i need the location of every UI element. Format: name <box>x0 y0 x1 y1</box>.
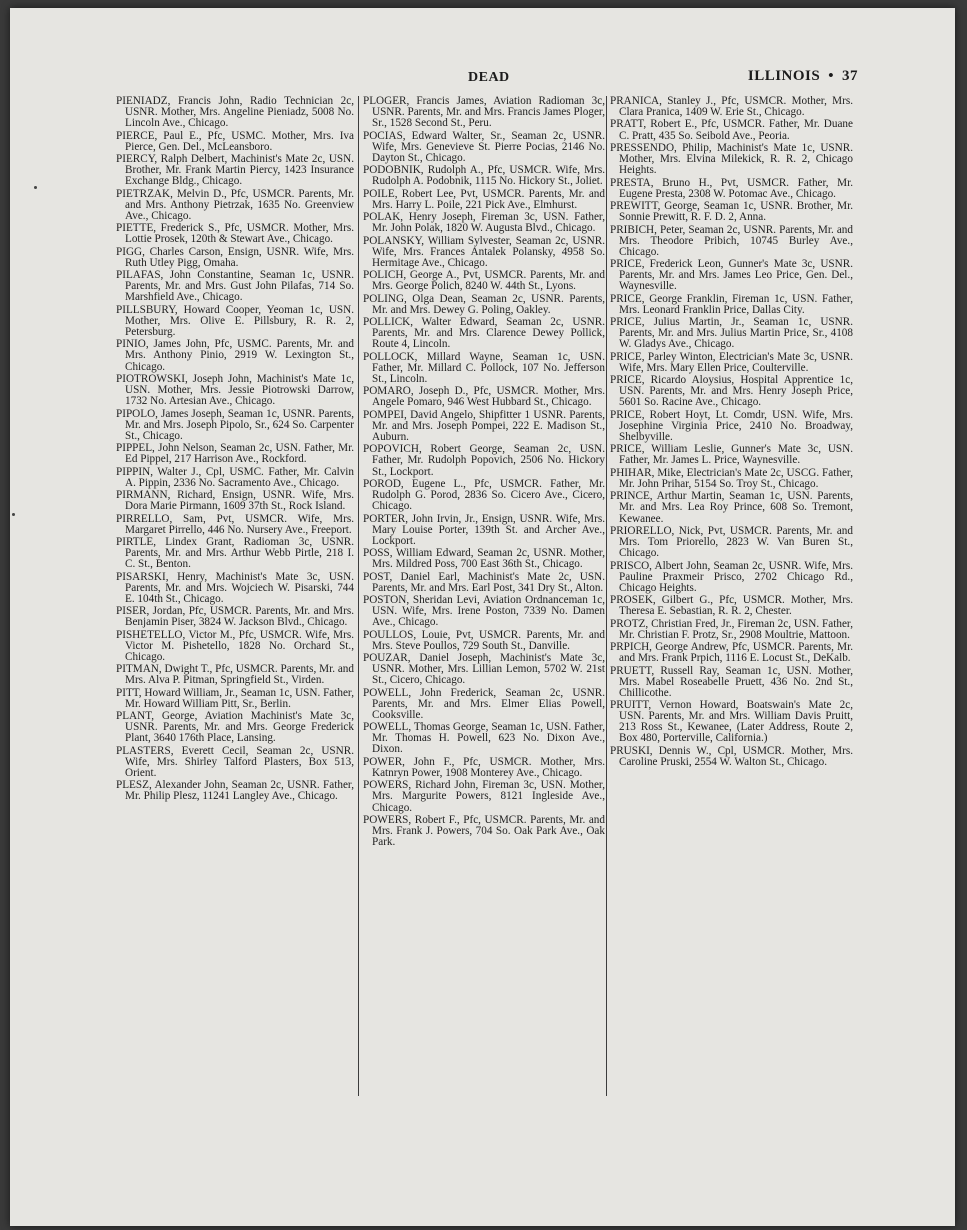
casualty-entry: POLLICK, Walter Edward, Seaman 2c, USNR. Parents, Mr. and Mrs. Clarence Dewey Pollick, Route 4, Lincoln. <box>363 316 605 351</box>
casualty-entry: PIPPIN, Walter J., Cpl, USMC. Father, Mr. Calvin A. Pippin, 2336 No. Sacramento Ave., Chicago. <box>116 465 354 489</box>
casualty-entry: PILAFAS, John Constantine, Seaman 1c, USNR. Parents, Mr. and Mrs. Gust John Pilafas, 714 So. Marshfield Ave., Chicago. <box>116 269 354 304</box>
casualty-entry: PINIO, James John, Pfc, USMC. Parents, Mr. and Mrs. Anthony Pinio, 2919 W. Lexington St., Chicago. <box>116 338 354 373</box>
page-heading: DEAD <box>468 70 510 85</box>
casualty-entry: PRISCO, Albert John, Seaman 2c, USNR. Wife, Mrs. Pauline Praxmeir Prisco, 2702 Chicago Rd., Chicago Heights. <box>610 559 853 594</box>
column-divider <box>606 96 607 1096</box>
casualty-entry: PIERCE, Paul E., Pfc, USMC. Mother, Mrs. Iva Pierce, Gen. Del., McLeansboro. <box>116 129 354 153</box>
casualty-entry: PRUETT, Russell Ray, Seaman 1c, USN. Mother, Mrs. Mabel Roseabelle Pruett, 436 No. 2nd St., Chillicothe. <box>610 664 853 699</box>
casualty-entry: PIETRZAK, Melvin D., Pfc, USMCR. Parents, Mr. and Mrs. Anthony Pietrzak, 1635 No. Greenview Ave., Chicago. <box>116 187 354 222</box>
casualty-entry: PRIORELLO, Nick, Pvt, USMCR. Parents, Mr. and Mrs. Tom Priorello, 2823 W. Van Buren St., Chicago. <box>610 524 853 560</box>
casualty-entry: PITT, Howard William, Jr., Seaman 1c, USN. Father, Mr. Howard William Pitt, Sr., Berlin. <box>116 686 354 710</box>
casualty-entry: PORTER, John Irvin, Jr., Ensign, USNR. Wife, Mrs. Mary Louise Porter, 139th St. and Archer Ave., Lockport. <box>363 512 605 547</box>
casualty-entry: PRIBICH, Peter, Seaman 2c, USNR. Parents, Mr. and Mrs. Theodore Pribich, 10745 Burley Ave., Chicago. <box>610 223 853 258</box>
casualty-entry: PRICE, Ricardo Aloysius, Hospital Apprentice 1c, USN. Parents, Mr. and Mrs. Henry Joseph Price, 5601 So. Racine Ave., Chicago. <box>610 374 853 409</box>
casualty-entry: POWERS, Richard John, Fireman 3c, USN. Mother, Mrs. Margurite Powers, 8121 Ingleside Ave., Chicago. <box>363 779 605 814</box>
casualty-entry: PITMAN, Dwight T., Pfc, USMCR. Parents, Mr. and Mrs. Alva P. Pitman, Springfield St., Virden. <box>116 663 354 687</box>
casualty-entry: POWELL, Thomas George, Seaman 1c, USN. Father, Mr. Thomas H. Powell, 623 No. Dixon Ave., Dixon. <box>363 721 605 756</box>
bullet-separator: • <box>828 68 834 84</box>
casualty-entry: PRICE, Parley Winton, Electrician's Mate 3c, USNR. Wife, Mrs. Mary Ellen Price, Coulterville. <box>610 350 853 374</box>
casualty-entry: POWELL, John Frederick, Seaman 2c, USNR. Parents, Mr. and Mrs. Elmer Elias Powell, Cooksville. <box>363 686 605 721</box>
column-divider <box>358 96 359 1096</box>
casualty-entry: PRANICA, Stanley J., Pfc, USMCR. Mother, Mrs. Clara Pranica, 1409 W. Erie St., Chicago. <box>610 95 853 119</box>
casualty-entry: PRUITT, Vernon Howard, Boatswain's Mate 2c, USN. Parents, Mr. and Mrs. William Davis Pruitt, 213 Ross St., Kewanee, (Later Address, Route 2, Box 480, Porterville, California.) <box>610 699 853 745</box>
casualty-entry: POLANSKY, William Sylvester, Seaman 2c, USNR. Wife, Mrs. Frances Antalek Polansky, 4958 So. Hermitage Ave., Chicago. <box>363 234 605 269</box>
column-1 <box>116 96 354 804</box>
casualty-entry: PROTZ, Christian Fred, Jr., Fireman 2c, USN. Father, Mr. Christian F. Protz, Sr., 2908 Moultrie, Mattoon. <box>610 617 853 641</box>
casualty-entry: PRESTA, Bruno H., Pvt, USMCR. Father, Mr. Eugene Presta, 2308 W. Potomac Ave., Chicago. <box>610 176 853 200</box>
casualty-entry: POUZAR, Daniel Joseph, Machinist's Mate 3c, USNR. Mother, Mrs. Lillian Lemon, 5702 W. 21st St., Cicero, Chicago. <box>363 652 605 687</box>
casualty-entry: PIGG, Charles Carson, Ensign, USNR. Wife, Mrs. Ruth Utley Pigg, Omaha. <box>116 245 354 269</box>
casualty-entry: POULLOS, Louie, Pvt, USMCR. Parents, Mr. and Mrs. Steve Poullos, 729 South St., Danville. <box>363 628 605 652</box>
casualty-entry: PISHETELLO, Victor M., Pfc, USMCR. Wife, Mrs. Victor M. Pishetello, 1828 No. Orchard St., Chicago. <box>116 628 354 663</box>
casualty-entry: POWER, John F., Pfc, USMCR. Mother, Mrs. Katnryn Power, 1908 Monterey Ave., Chicago. <box>363 755 605 779</box>
casualty-entry: POLAK, Henry Joseph, Fireman 3c, USN. Father, Mr. John Polak, 1820 W. Augusta Blvd., Chicago. <box>363 211 605 235</box>
casualty-entry: POMPEI, David Angelo, Shipfitter 1 USNR. Parents, Mr. and Mrs. Joseph Pompei, 222 E. Madison St., Auburn. <box>363 408 605 443</box>
state-name: ILLINOIS <box>747 68 821 84</box>
casualty-entry: PLANT, George, Aviation Machinist's Mate 3c, USNR. Parents, Mr. and Mrs. George Frederick Plant, 3640 176th Place, Lansing. <box>116 710 354 745</box>
casualty-entry: POMARO, Joseph D., Pfc, USMCR. Mother, Mrs. Angele Pomaro, 946 West Hubbard St., Chicago. <box>363 385 605 409</box>
casualty-entry: PIPOLO, James Joseph, Seaman 1c, USNR. Parents, Mr. and Mrs. Joseph Pipolo, Sr., 624 So. Carpenter St., Chicago. <box>116 407 354 442</box>
casualty-entry: PIETTE, Frederick S., Pfc, USMCR. Mother, Mrs. Lottie Prosek, 120th & Stewart Ave., Chicago. <box>116 222 354 246</box>
casualty-entry: PIRRELLO, Sam, Pvt, USMCR. Wife, Mrs. Margaret Pirrello, 446 No. Nursery Ave., Freeport. <box>116 512 354 536</box>
scan-speck <box>12 513 15 516</box>
casualty-entry: POLING, Olga Dean, Seaman 2c, USNR. Parents, Mr. and Mrs. Dewey G. Poling, Oakley. <box>363 292 605 316</box>
casualty-entry: POLICH, George A., Pvt, USMCR. Parents, Mr. and Mrs. George Polich, 8240 W. 44th St., Lyons. <box>363 269 605 293</box>
casualty-entry: PRICE, Robert Hoyt, Lt. Comdr, USN. Wife, Mrs. Josephine Virginia Price, 2410 No. Broadway, Shelbyville. <box>610 408 853 443</box>
casualty-entry: PILLSBURY, Howard Cooper, Yeoman 1c, USN. Mother, Mrs. Olive E. Pillsbury, R. R. 2, Petersburg. <box>116 303 354 338</box>
running-header <box>722 68 858 85</box>
casualty-entry: PIERCY, Ralph Delbert, Machinist's Mate 2c, USN. Brother, Mr. Frank Martin Piercy, 1423 Insurance Exchange Bldg., Chicago. <box>116 153 354 188</box>
casualty-entry: PRUSKI, Dennis W., Cpl, USMCR. Mother, Mrs. Caroline Pruski, 2554 W. Walton St., Chicago. <box>610 744 853 768</box>
casualty-entry: POROD, Eugene L., Pfc, USMCR. Father, Mr. Rudolph G. Porod, 2836 So. Cicero Ave., Cicero, Chicago. <box>363 477 605 513</box>
casualty-entry: PRICE, Frederick Leon, Gunner's Mate 3c, USNR. Parents, Mr. and Mrs. James Leo Price, Gen. Del., Waynesville. <box>610 258 853 293</box>
scan-speck <box>34 186 37 189</box>
casualty-entry: PRICE, Julius Martin, Jr., Seaman 1c, USNR. Parents, Mr. and Mrs. Julius Martin Price, Sr., 4108 W. Gladys Ave., Chicago. <box>610 316 853 351</box>
casualty-entry: POPOVICH, Robert George, Seaman 2c, USN. Father, Mr. Rudolph Popovich, 2506 No. Hickory St., Lockport. <box>363 443 605 478</box>
casualty-entry: PRESSENDO, Philip, Machinist's Mate 1c, USNR. Mother, Mrs. Elvina Milekick, R. R. 2, Chicago Heights. <box>610 141 853 177</box>
casualty-entry: POSTON, Sheridan Levi, Aviation Ordnanceman 1c, USN. Wife, Mrs. Irene Poston, 7339 No. Damen Ave., Chicago. <box>363 594 605 629</box>
casualty-entry: POST, Daniel Earl, Machinist's Mate 2c, USN. Parents, Mr. and Mrs. Earl Post, 341 Dry St., Alton. <box>363 570 605 594</box>
casualty-entry: PISARSKI, Henry, Machinist's Mate 3c, USN. Parents, Mr. and Mrs. Wojciech W. Pisarski, 744 E. 104th St., Chicago. <box>116 570 354 605</box>
casualty-entry: POLLOCK, Millard Wayne, Seaman 1c, USN. Father, Mr. Millard C. Pollock, 107 No. Jefferson St., Lincoln. <box>363 350 605 385</box>
casualty-entry: POCIAS, Edward Walter, Sr., Seaman 2c, USNR. Wife, Mrs. Genevieve St. Pierre Pocias, 2146 No. Dayton St., Chicago. <box>363 129 605 164</box>
casualty-entry: PRICE, William Leslie, Gunner's Mate 3c, USN. Father, Mr. James L. Price, Waynesville. <box>610 443 853 467</box>
column-2 <box>363 96 605 850</box>
casualty-entry: POILE, Robert Lee, Pvt, USMCR. Parents, Mr. and Mrs. Harry L. Poile, 221 Pick Ave., Elmhurst. <box>363 187 605 211</box>
casualty-entry: PISER, Jordan, Pfc, USMCR. Parents, Mr. and Mrs. Benjamin Piser, 3824 W. Jackson Blvd., Chicago. <box>116 605 354 629</box>
casualty-entry: PLASTERS, Everett Cecil, Seaman 2c, USNR. Wife, Mrs. Shirley Talford Plasters, Box 513, Orient. <box>116 744 354 779</box>
casualty-entry: PRICE, George Franklin, Fireman 1c, USN. Father, Mrs. Leonard Franklin Price, Dallas City. <box>610 292 853 316</box>
casualty-entry: PRINCE, Arthur Martin, Seaman 1c, USN. Parents, Mr. and Mrs. Lea Roy Prince, 608 So. Tremont, Kewanee. <box>610 490 853 525</box>
casualty-entry: POSS, William Edward, Seaman 2c, USNR. Mother, Mrs. Mildred Poss, 700 East 36th St., Chicago. <box>363 547 605 571</box>
column-3 <box>610 96 853 769</box>
casualty-entry: PIRTLE, Lindex Grant, Radioman 3c, USNR. Parents, Mr. and Mrs. Arthur Webb Pirtle, 218 I. C. St., Benton. <box>116 536 354 571</box>
casualty-entry: PIRMANN, Richard, Ensign, USNR. Wife, Mrs. Dora Marie Pirmann, 1609 37th St., Rock Island. <box>116 489 354 513</box>
casualty-entry: PHIHAR, Mike, Electrician's Mate 2c, USCG. Father, Mr. John Prihar, 5154 So. Troy St., Chicago. <box>610 466 853 490</box>
casualty-entry: PREWITT, George, Seaman 1c, USNR. Brother, Mr. Sonnie Prewitt, R. F. D. 2, Anna. <box>610 200 853 224</box>
casualty-entry: PRPICH, George Andrew, Pfc, USMCR. Parents, Mr. and Mrs. Frank Prpich, 1116 E. Locust St., DeKalb. <box>610 641 853 665</box>
casualty-entry: PIENIADZ, Francis John, Radio Technician 2c, USNR. Mother, Mrs. Angeline Pieniadz, 5008 No. Lincoln Ave., Chicago. <box>116 95 354 130</box>
casualty-entry: PLOGER, Francis James, Aviation Radioman 3c, USNR. Parents, Mr. and Mrs. Francis James Ploger, Sr., 1528 Second St., Peru. <box>363 95 605 130</box>
casualty-entry: PODOBNIK, Rudolph A., Pfc, USMCR. Wife, Mrs. Rudolph A. Podobnik, 1115 No. Hickory St., Joliet. <box>363 164 605 188</box>
document-page <box>10 8 955 1226</box>
page-number: 37 <box>842 68 858 84</box>
casualty-entry: PRATT, Robert E., Pfc, USMCR. Father, Mr. Duane C. Pratt, 435 So. Seibold Ave., Peoria. <box>610 118 853 142</box>
casualty-entry: POWERS, Robert F., Pfc, USMCR. Parents, Mr. and Mrs. Frank J. Powers, 704 So. Oak Park Ave., Oak Park. <box>363 813 605 849</box>
casualty-entry: PLESZ, Alexander John, Seaman 2c, USNR. Father, Mr. Philip Plesz, 11241 Langley Ave., Chicago. <box>116 779 354 803</box>
casualty-entry: PROSEK, Gilbert G., Pfc, USMCR. Mother, Mrs. Theresa E. Sebastian, R. R. 2, Chester. <box>610 594 853 618</box>
casualty-entry: PIPPEL, John Nelson, Seaman 2c, USN. Father, Mr. Ed Pippel, 217 Harrison Ave., Rockford. <box>116 442 354 466</box>
casualty-entry: PIOTROWSKI, Joseph John, Machinist's Mate 1c, USN. Mother, Mrs. Jessie Piotrowski Darrow, 1732 No. Artesian Ave., Chicago. <box>116 372 354 408</box>
